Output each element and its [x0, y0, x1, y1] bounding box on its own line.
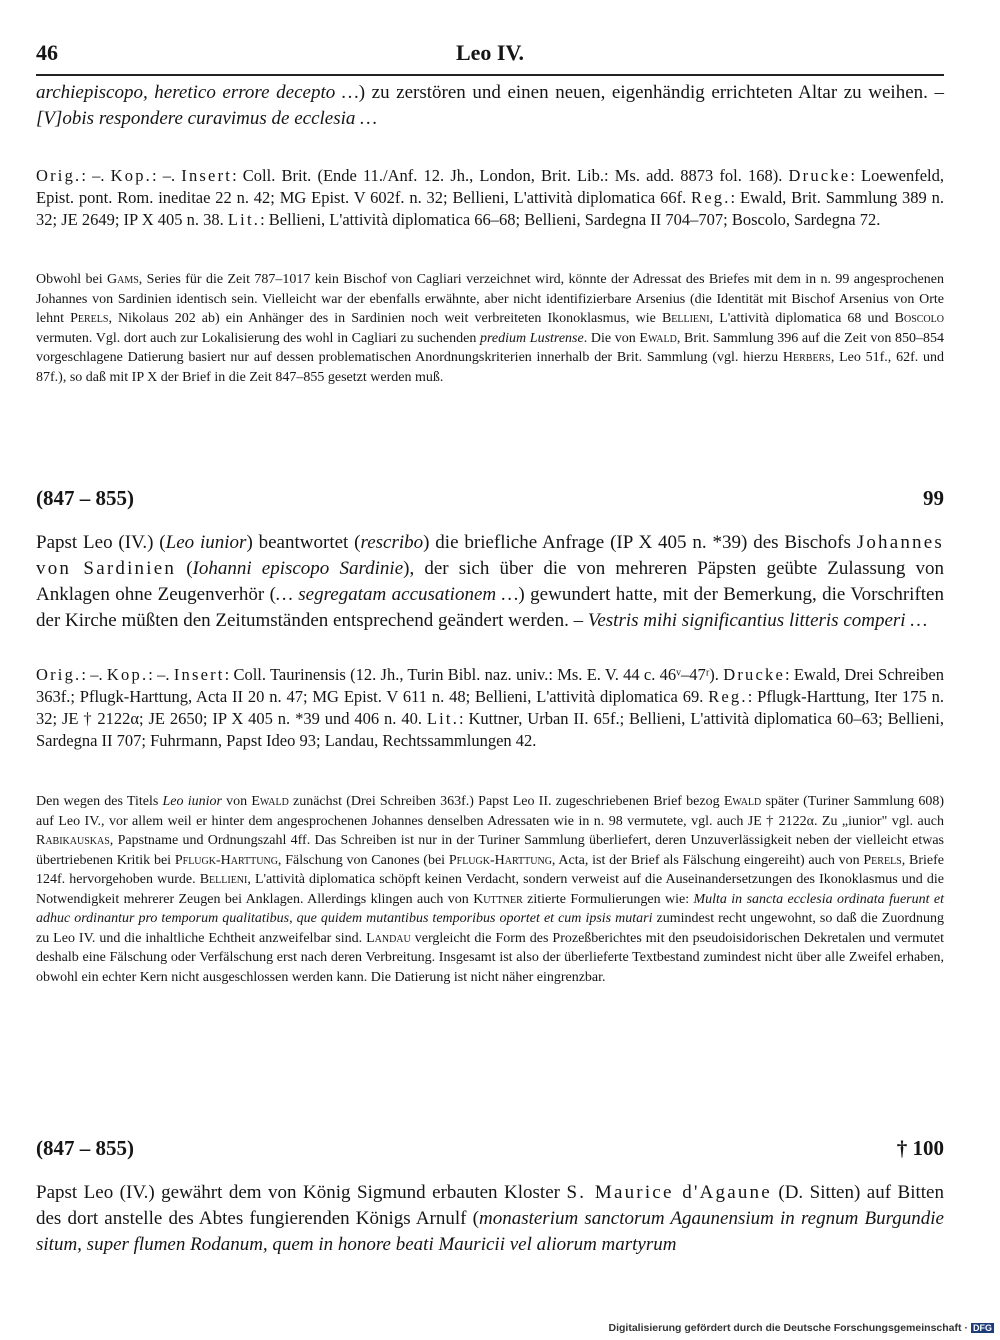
- entry99-references: Orig.: –. Kop.: –. Insert: Coll. Taurinensis (12. Jh., Turin Bibl. naz. univ.: Ms. E. V. 44 c. 46ᵛ–47ʳ). Drucke: Ewald, Drei Schreiben 363f.; Pflugk-Harttung, Acta II 20 n. 47; MG Epist. V 611 n. 48; Bellieni, L'attività diplomatica 69. Reg.: Pflugk-Harttung, Iter 175 n. 32; JE † 2122α; JE 2650; IP X 405 n. *39 und 406 n. 40. Lit.: Kuttner, Urban II. 65f.; Bellieni, L'attività diplomatica 60–63; Bellieni, Sardegna II 707; Fuhrmann, Papst Ideo 93; Landau, Rechtssammlungen 42.: [36, 665, 945, 750]
- running-header: [36, 40, 944, 76]
- header-rule: [36, 74, 944, 76]
- entry99-heading: [36, 486, 944, 511]
- entry98-commentary: Obwohl bei Gams, Series für die Zeit 787–1017 kein Bischof von Cagliari verzeichnet wird, könnte der Adressat des Briefes mit dem in n. 99 angesprochenen Johannes von Sardinien identisch sein. Vielleicht war der ebenfalls erwähnte, aber nicht identifizierbare Arsenius (die Identität mit Bischof Arsenius von Orte lehnt Perels, Nikolaus 202 ab) ein Anhänger des in Sardinien noch weit verbreiteten Ikonoklasmus, wie Bellieni, L'attività diplomatica 68 und Boscolo vermuten. Vgl. dort auch zur Lokalisierung des wohl in Cagliari zu suchenden predium Lustrense. Die von Ewald, Brit. Sammlung 396 auf die Zeit von 850–854 vorgeschlagene Datierung basiert nur auf dessen problematischen Anordnungskriterien innerhalb der Brit. Sammlung (vgl. hierzu Herbers, Leo 51f., 62f. und 87f.), so daß mit IP X der Brief in die Zeit 847–855 gesetzt werden muß.: [36, 272, 945, 385]
- entry98-text-continuation: archiepiscopo, heretico errore decepto …) zu zerstören und einen neuen, eigenhändig errichteten Altar zu weihen. – [V]obis respondere curavimus de ecclesia …: [36, 82, 944, 129]
- entry99-regest: Papst Leo (IV.) (Leo iunior) beantwortet (rescribo) die briefliche Anfrage (IP X 405 n. *39) des Bischofs Johannes von Sardinien (Iohanni episcopo Sardinie), der sich über die von mehreren Päpsten geübte Zulassung von Anklagen ohne Zeugenverhör (… segregatam accusationem …) gewundert hatte, mit der Bemerkung, die Vorschriften der Kirche müßten den Zeitumständen entsprechend geändert werden. – Vestris mihi significantius litteris comperi …: [36, 532, 945, 631]
- entry100-number: † 100: [896, 1136, 944, 1160]
- running-title: Leo IV.: [455, 40, 525, 65]
- footer-text: Digitalisierung gefördert durch die Deutsche Forschungsgemeinschaft: [608, 1322, 962, 1334]
- entry99-number: 99: [923, 486, 944, 510]
- entry100-heading: [36, 1136, 944, 1161]
- dfg-logo: DFG: [973, 1323, 992, 1333]
- entry98-references: Orig.: –. Kop.: –. Insert: Coll. Brit. (Ende 11./Anf. 12. Jh., London, Brit. Lib.: Ms. add. 8873 fol. 168). Drucke: Loewenfeld, Epist. pont. Rom. ineditae 22 n. 42; MG Epist. V 602f. n. 32; Bellieni, L'attività diplomatica 66f. Reg.: Ewald, Brit. Sammlung 389 n. 32; JE 2649; IP X 405 n. 38. Lit.: Bellieni, L'attività diplomatica 66–68; Bellieni, Sardegna II 704–707; Boscolo, Sardegna 72.: [36, 166, 944, 229]
- entry99-commentary: Den wegen des Titels Leo iunior von Ewald zunächst (Drei Schreiben 363f.) Papst Leo II. zugeschriebenen Brief bezog Ewald später (Turiner Sammlung 608) auf Leo IV., vor allem weil er hinter dem angesprochenen Johannes denselben Adressaten wie in n. 98 vermutete, vgl. auch JE † 2122α. Zu „iunior" vgl. auch Rabikauskas, Papstname und Ordnungszahl 4ff. Das Schreiben ist nur in der Turiner Sammlung überliefert, deren Unzuverlässigkeit neben der vielleicht etwas übertriebenen Kritik bei Pflugk-Harttung, Fälschung von Canones (bei Pflugk-Harttung, Acta, ist der Brief als Fälschung eingereiht) auch von Perels, Briefe 124f. hervorgehoben wurde. Bellieni, L'attività diplomatica schöpft keinen Verdacht, sondern verweist auf die Auseinandersetzungen des Ikonoklasmus und die Notwendigkeit mehrerer Zeugen bei Anklagen. Allerdings klingen auch von Kuttner zitierte Formulierungen wie: Multa in sancta ecclesia ordinata fuerunt et adhuc ordinantur pro temporum qualitatibus, que quidem mutantibus temporibus oportet et cum ipsis mutari zumindest recht ungewohnt, so daß die Zuordnung zu Leo IV. und die inhaltliche Echtheit anzweifelbar sind. Landau vergleicht die Form des Prozeßberichtes mit den pseudoisidorischen Dekretalen und vermutet deshalb eine Fälschung oder Verfälschung erst nach deren Verbreitung. Insgesamt ist also der überlieferte Textbestand zumindest nicht über alle Zweifel erhaben, obwohl ein echter Kern nicht ausgeschlossen werden kann. Die Datierung ist nicht näher eingrenzbar.: [36, 794, 945, 985]
- entry100-regest: Papst Leo (IV.) gewährt dem von König Sigmund erbauten Kloster S. Maurice d'Agaune (D. Sitten) auf Bitten des dort anstelle des Abtes fungierenden Königs Arnulf (monasterium sanctorum Agaunensium in regnum Burgundie situm, super flumen Rodanum, quem in honore beati Mauricii vel aliorum martyrum: [36, 1182, 944, 1255]
- entry99-date: (847 – 855): [36, 486, 134, 510]
- entry100-date: (847 – 855): [36, 1136, 134, 1160]
- digitization-footer: Digitalisierung gefördert durch die Deutsche Forschungsgemeinschaft · DFG: [608, 1322, 992, 1334]
- page-number: 46: [36, 40, 58, 65]
